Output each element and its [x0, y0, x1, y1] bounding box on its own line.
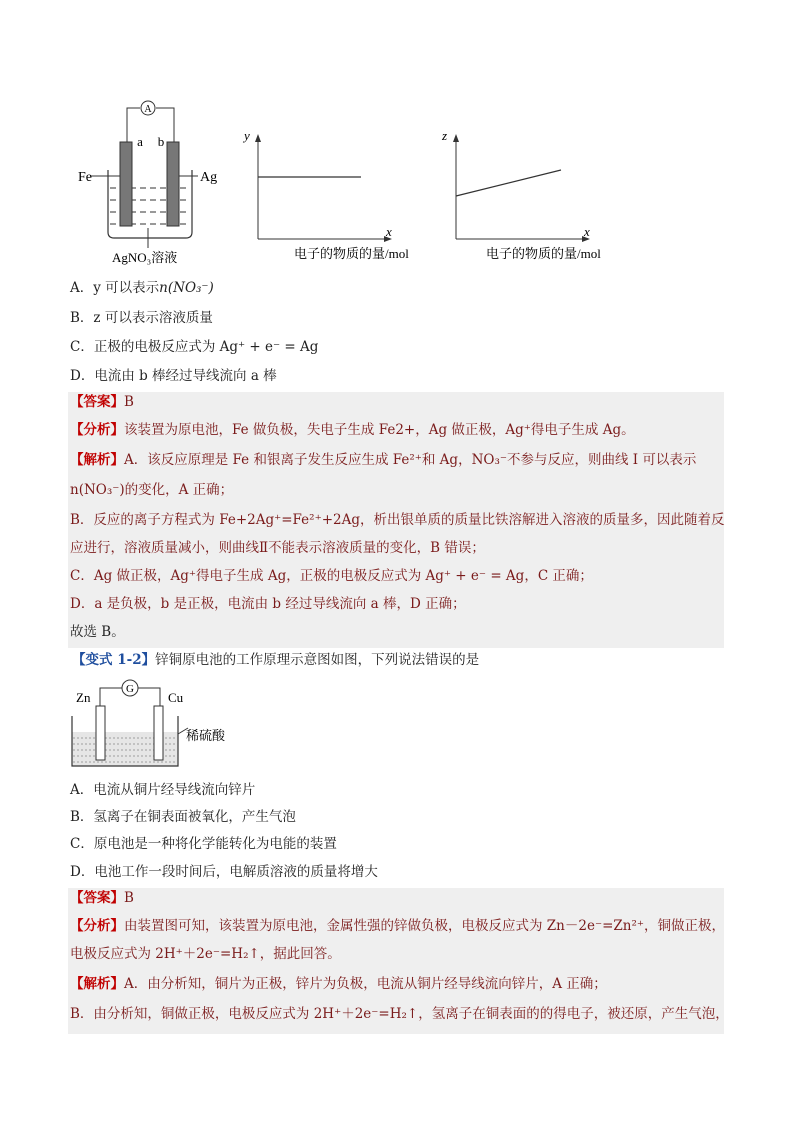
- zn-cu-cell-diagram: [70, 676, 270, 776]
- ag-electrode: [167, 142, 179, 226]
- ag-label: Ag: [200, 170, 218, 185]
- zn-electrode: [96, 706, 105, 760]
- explain2-line-1: 【解析】A．由分析知，铜片为正极，锌片为负极，电流从铜片经导线流向锌片，A 正确；: [70, 976, 607, 992]
- acid-label: 稀硫酸: [186, 728, 226, 743]
- zn-label: Zn: [76, 690, 91, 705]
- answer-line-1: 【答案】B: [70, 394, 134, 410]
- graph-y-xlabel: 电子的物质的量/mol: [294, 246, 409, 261]
- answer2-line: 【答案】B: [70, 890, 134, 906]
- graph-z-axis-label: z: [442, 128, 448, 143]
- analysis-line-1: 【分析】该装置为原电池，Fe 做负极，失电子生成 Fe2+，Ag 做正极，Ag⁺得电子生成 Ag。: [70, 422, 635, 438]
- fe-electrode: [120, 142, 132, 226]
- solution-label: AgNO₃溶液: [112, 250, 178, 265]
- graph-y-axis-label: y: [244, 128, 250, 143]
- fe-label: Fe: [78, 170, 92, 185]
- explain-line-3: B．反应的离子方程式为 Fe+2Ag⁺=Fe²⁺+2Ag，析出银单质的质量比铁溶解进入溶液的质量多，因此随着反: [70, 512, 725, 528]
- q2-option-a: A．电流从铜片经导线流向锌片: [70, 782, 256, 798]
- conclusion-line: 故选 B。: [70, 624, 125, 640]
- ammeter-label: A: [144, 104, 152, 115]
- q2-option-d: D．电池工作一段时间后，电解质溶液的质量将增大: [70, 864, 378, 880]
- q1-option-c: C．正极的电极反应式为 Ag⁺ + e⁻ = Ag: [70, 339, 319, 355]
- electrode-a-label: a: [137, 134, 143, 149]
- q2-option-b: B．氢离子在铜表面被氧化，产生气泡: [70, 809, 296, 825]
- explain-line-1: 【解析】A．该反应原理是 Fe 和银离子发生反应生成 Fe²⁺和 Ag，NO₃⁻不参与反应，则曲线 I 可以表示: [70, 452, 697, 468]
- explain-line-2: n(NO₃⁻)的变化，A 正确；: [70, 482, 234, 498]
- graph-z: [434, 124, 634, 264]
- graph-z-curve: [456, 170, 561, 196]
- q2-option-c: C．原电池是一种将化学能转化为电能的装置: [70, 836, 337, 852]
- electrode-b-label: b: [157, 134, 165, 149]
- q1-option-a: A．y 可以表示n(NO₃⁻): [70, 280, 214, 296]
- graph-z-xlabel: 电子的物质的量/mol: [486, 246, 601, 261]
- explain-line-4: 应进行，溶液质量减小，则曲线Ⅱ不能表示溶液质量的变化，B 错误；: [70, 540, 485, 556]
- explain2-line-2: B．由分析知，铜做正极，电极反应式为 2H⁺＋2e⁻=H₂↑，氢离子在铜表面的的得电子，被还原，产生气泡，: [70, 1006, 729, 1022]
- answer-block-1: [68, 392, 724, 648]
- graph-y: [236, 124, 436, 264]
- explain-line-5: C．Ag 做正极，Ag⁺得电子生成 Ag，正极的电极反应式为 Ag⁺ + e⁻ = Ag，C 正确；: [70, 568, 593, 584]
- galvanometer-label: G: [126, 683, 134, 695]
- q2-stem: 【变式 1-2】锌铜原电池的工作原理示意图如图，下列说法错误的是: [72, 652, 480, 668]
- explain-line-6: D．a 是负极，b 是正极，电流由 b 经过导线流向 a 棒，D 正确；: [70, 596, 466, 612]
- q1-option-d: D．电流由 b 棒经过导线流向 a 棒: [70, 368, 277, 384]
- cu-label: Cu: [168, 690, 184, 705]
- q1-option-b: B．z 可以表示溶液质量: [70, 310, 213, 326]
- analysis2-line-2: 电极反应式为 2H⁺＋2e⁻=H₂↑，据此回答。: [70, 946, 341, 962]
- q2-tag: 【变式 1-2】: [72, 652, 156, 668]
- graph-y-x-axis-label: x: [386, 224, 392, 239]
- analysis2-line-1: 【分析】由装置图可知，该装置为原电池，金属性强的锌做负极，电极反应式为 Zn－2e⁻=Zn²⁺，铜做正极，: [70, 918, 725, 934]
- fe-ag-cell-diagram: [70, 96, 230, 266]
- graph-z-x-axis-label: x: [584, 224, 590, 239]
- answer-block-2: [68, 888, 729, 1034]
- q1-option-a-formula: n(NO₃⁻): [159, 280, 214, 296]
- cu-electrode: [154, 706, 163, 760]
